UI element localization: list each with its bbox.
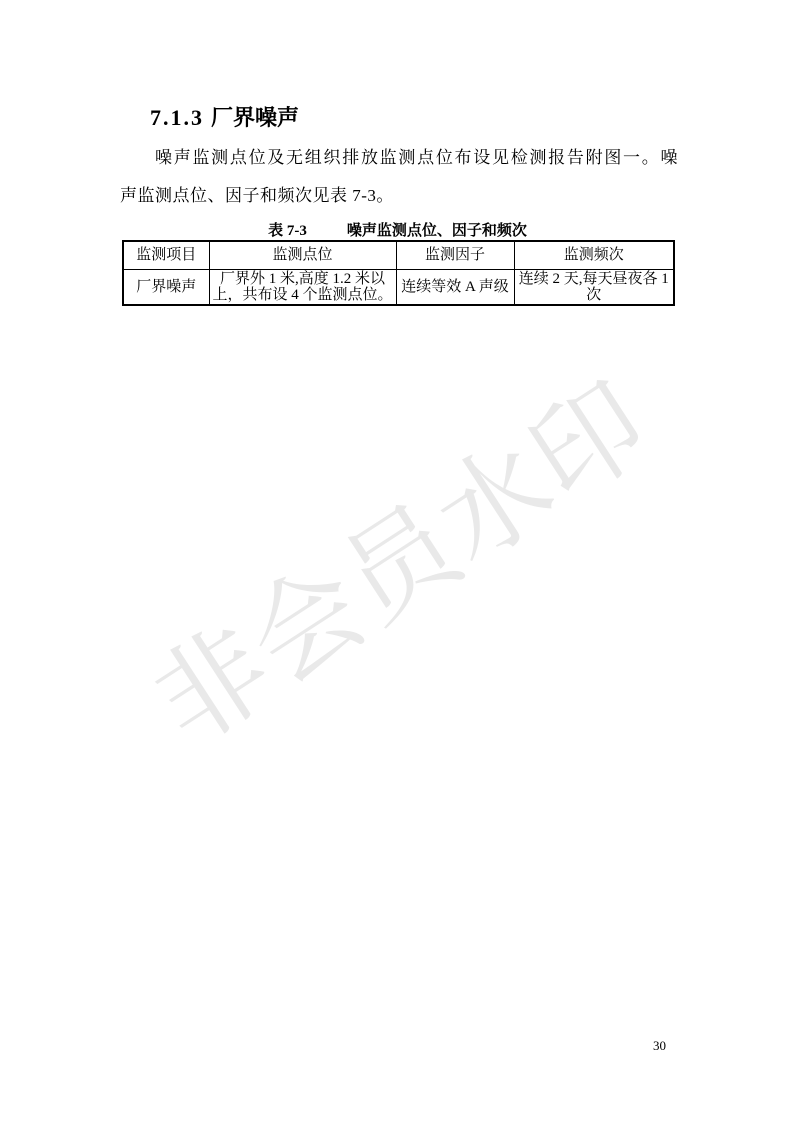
header-monitoring-factor: 监测因子 bbox=[396, 241, 514, 269]
header-monitoring-location: 监测点位 bbox=[209, 241, 396, 269]
cell-monitoring-factor bbox=[396, 269, 514, 305]
cell-monitoring-frequency-line-2: 次 bbox=[586, 286, 602, 303]
section-heading bbox=[150, 101, 299, 132]
cell-monitoring-frequency bbox=[514, 269, 674, 305]
paragraph-line-2: 声监测点位、因子和频次见表 7-3。 bbox=[120, 186, 394, 205]
header-monitoring-item: 监测项目 bbox=[123, 241, 209, 269]
cell-monitoring-frequency-line-1: 连续 2 天,每天昼夜各 1 bbox=[518, 270, 669, 287]
table-header-row-group bbox=[123, 241, 674, 269]
cell-monitoring-location-line-2: 上，共布设 4 个监测点位。 bbox=[212, 286, 393, 303]
cell-monitoring-item bbox=[123, 269, 209, 305]
noise-monitoring-table bbox=[122, 240, 675, 306]
header-monitoring-frequency: 监测频次 bbox=[514, 241, 674, 269]
table-header-row bbox=[123, 241, 674, 269]
paragraph-line-1: 噪声监测点位及无组织排放监测点位布设见检测报告附图一。噪 bbox=[155, 148, 678, 167]
table-body bbox=[123, 269, 674, 305]
cell-monitoring-location-line-1: 厂界外 1 米,高度 1.2 米以 bbox=[219, 270, 385, 287]
body-paragraph bbox=[120, 139, 678, 215]
cell-monitoring-item-text: 厂界噪声 bbox=[136, 278, 197, 295]
section-heading-title: 厂界噪声 bbox=[211, 105, 300, 130]
table-caption-title: 噪声监测点位、因子和频次 bbox=[346, 223, 527, 239]
cell-monitoring-factor-text: 连续等效 A 声级 bbox=[401, 278, 509, 295]
table-row bbox=[123, 269, 674, 305]
page-number: 30 bbox=[653, 1038, 666, 1053]
section-heading-number: 7.1.3 bbox=[150, 105, 204, 130]
watermark-text: 非会员水印 bbox=[133, 359, 671, 768]
table-caption-label: 表 7-3 bbox=[268, 223, 307, 239]
cell-monitoring-location bbox=[209, 269, 396, 305]
table-caption bbox=[122, 219, 673, 240]
